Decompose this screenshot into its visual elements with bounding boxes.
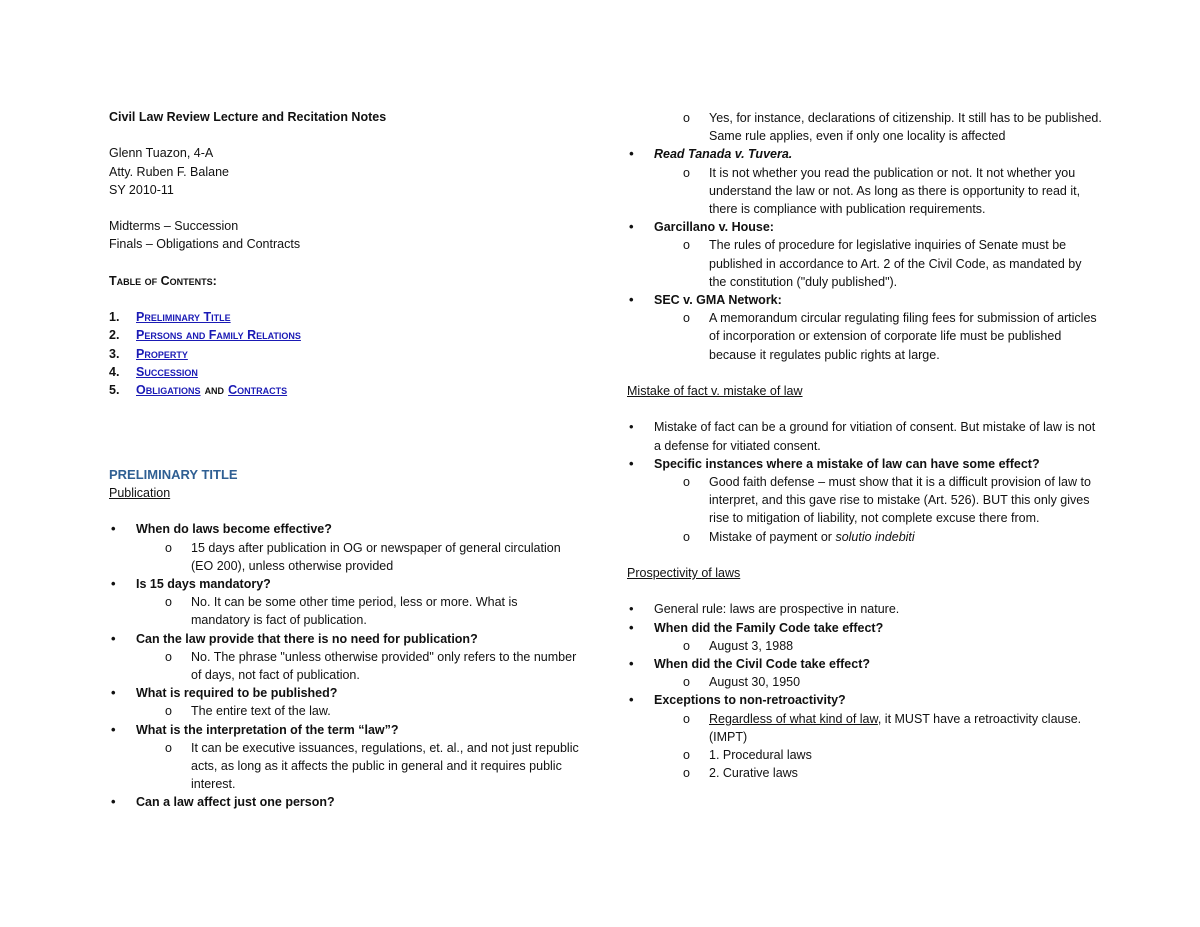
- subsection-heading: Publication: [109, 485, 171, 500]
- sub-list-item: o No. It can be some other time period, less or more. What is mandatory is fact of publication.: [165, 595, 518, 628]
- sub-list-item: o August 30, 1950: [627, 673, 1102, 691]
- toc-link-succession[interactable]: Succession: [136, 364, 198, 379]
- sub-bullet-icon: o: [165, 649, 172, 664]
- list-item: • Is 15 days mandatory?: [109, 575, 579, 593]
- sub-list-item: o Good faith defense – must show that it is a difficult provision of law to interpret, and this gave rise to mistake (Art. 526). BUT this only gives rise to mitigation of liability, not complete excuse there from.: [683, 475, 1091, 526]
- list-item: • When did the Family Code take effect?: [627, 619, 1102, 637]
- sub-bullet-icon: o: [683, 475, 690, 490]
- list-item: • Read Tanada v. Tuvera.: [627, 145, 1102, 163]
- sub-bullet-icon: o: [683, 638, 690, 653]
- sub-bullet-icon: o: [683, 238, 690, 253]
- toc-item: [109, 363, 579, 381]
- list-item: • Can the law provide that there is no need for publication?: [109, 630, 579, 648]
- sub-bullet-icon: o: [683, 529, 690, 544]
- subsection-heading: Mistake of fact v. mistake of law: [627, 384, 803, 399]
- toc-number: 5.: [109, 382, 120, 397]
- toc-item: [109, 308, 579, 326]
- sub-bullet-icon: o: [683, 711, 690, 726]
- left-column: [109, 108, 579, 812]
- toc-list: [109, 308, 579, 399]
- toc-link-obligations[interactable]: Obligations: [136, 382, 201, 397]
- list-item: • Exceptions to non-retroactivity?: [627, 691, 1102, 709]
- sub-list-item: o No. The phrase "unless otherwise provided" only refers to the number of days, not fact of publication.: [165, 649, 577, 682]
- sub-bullet-icon: o: [165, 595, 172, 610]
- sub-bullet-icon: o: [683, 165, 690, 180]
- toc-number: 2.: [109, 328, 120, 343]
- list-item: • Can a law affect just one person?: [109, 793, 579, 811]
- sub-bullet-icon: o: [165, 704, 172, 719]
- sub-bullet-icon: o: [165, 740, 172, 755]
- sub-list-item: o The entire text of the law.: [109, 702, 579, 720]
- list-item: • Garcillano v. House:: [627, 218, 1102, 236]
- list-item: • What is the interpretation of the term “law”?: [109, 721, 579, 739]
- sub-bullet-icon: o: [165, 540, 172, 555]
- sub-bullet-icon: o: [683, 311, 690, 326]
- toc-and: and: [204, 382, 225, 397]
- toc-item: [109, 381, 579, 399]
- author-line: Glenn Tuazon, 4-A: [109, 146, 214, 161]
- list-item: • When did the Civil Code take effect?: [627, 655, 1102, 673]
- sub-list-item: o 2. Curative laws: [627, 764, 1102, 782]
- list-item: • When do laws become effective?: [109, 520, 579, 538]
- list-item: • Specific instances where a mistake of law can have some effect?: [627, 455, 1102, 473]
- sub-list-item: o It is not whether you read the publication or not. It not whether you understand the law or not. As long as there is opportunity to read it, there is compliance with publication requirements.: [683, 165, 1081, 217]
- school-year-line: SY 2010-11: [109, 182, 174, 197]
- list-item: • SEC v. GMA Network:: [627, 291, 1102, 309]
- list-item: • General rule: laws are prospective in nature.: [627, 600, 1102, 618]
- sub-bullet-icon: o: [683, 111, 690, 125]
- document-title: Civil Law Review Lecture and Recitation Notes: [109, 110, 387, 124]
- toc-number: 4.: [109, 364, 120, 379]
- sub-list-item: o 1. Procedural laws: [627, 746, 1102, 764]
- subsection-heading: Prospectivity of laws: [627, 566, 741, 581]
- sub-bullet-icon: o: [683, 675, 690, 690]
- right-column: [627, 109, 1102, 782]
- toc-link-preliminary-title[interactable]: Preliminary Title: [136, 310, 231, 325]
- latin-term: solutio indebiti: [835, 529, 915, 544]
- toc-heading: Table of Contents:: [109, 273, 217, 288]
- toc-link-contracts[interactable]: Contracts: [228, 382, 288, 397]
- professor-line: Atty. Ruben F. Balane: [109, 164, 229, 179]
- sub-list-item: o Mistake of payment or solutio indebiti: [627, 528, 1102, 546]
- toc-link-property[interactable]: Property: [136, 346, 188, 361]
- toc-item: [109, 345, 579, 363]
- toc-item: [109, 326, 579, 344]
- sub-list-item: o Regardless of what kind of law, it MUST have a retroactivity clause. (IMPT): [683, 711, 1082, 744]
- sub-list-item: o It can be executive issuances, regulations, et. al., and not just republic acts, as long as it affects the public in general and it requires public interest.: [165, 740, 579, 792]
- sub-bullet-icon: o: [683, 748, 690, 763]
- toc-number: 1.: [109, 310, 120, 325]
- toc-number: 3.: [109, 346, 120, 361]
- toc-link-persons-family-relations[interactable]: Persons and Family Relations: [136, 328, 301, 343]
- sub-list-item: o The rules of procedure for legislative inquiries of Senate must be published in accordance to Art. 2 of the Civil Code, as mandated by the constitution ("duly published").: [683, 238, 1082, 289]
- section-title: PRELIMINARY TITLE: [109, 466, 238, 482]
- list-item: • What is required to be published?: [109, 684, 579, 702]
- sub-list-item: o A memorandum circular regulating filing fees for submission of articles of incorporation or extension of corporate life must be published because it regulates public rights at large.: [683, 311, 1097, 362]
- sub-list-item: o Yes, for instance, declarations of citizenship. It still has to be published. Same rule applies, even if only one locality is affected: [683, 111, 1102, 144]
- finals-line: Finals – Obligations and Contracts: [109, 237, 301, 252]
- sub-list-item: o August 3, 1988: [627, 637, 1102, 655]
- midterms-line: Midterms – Succession: [109, 219, 239, 234]
- list-item: • Mistake of fact can be a ground for vitiation of consent. But mistake of law is not a defense for vitiated consent.: [627, 418, 1102, 454]
- sub-bullet-icon: o: [683, 766, 690, 781]
- sub-list-item: o 15 days after publication in OG or newspaper of general circulation (EO 200), unless otherwise provided: [165, 540, 561, 573]
